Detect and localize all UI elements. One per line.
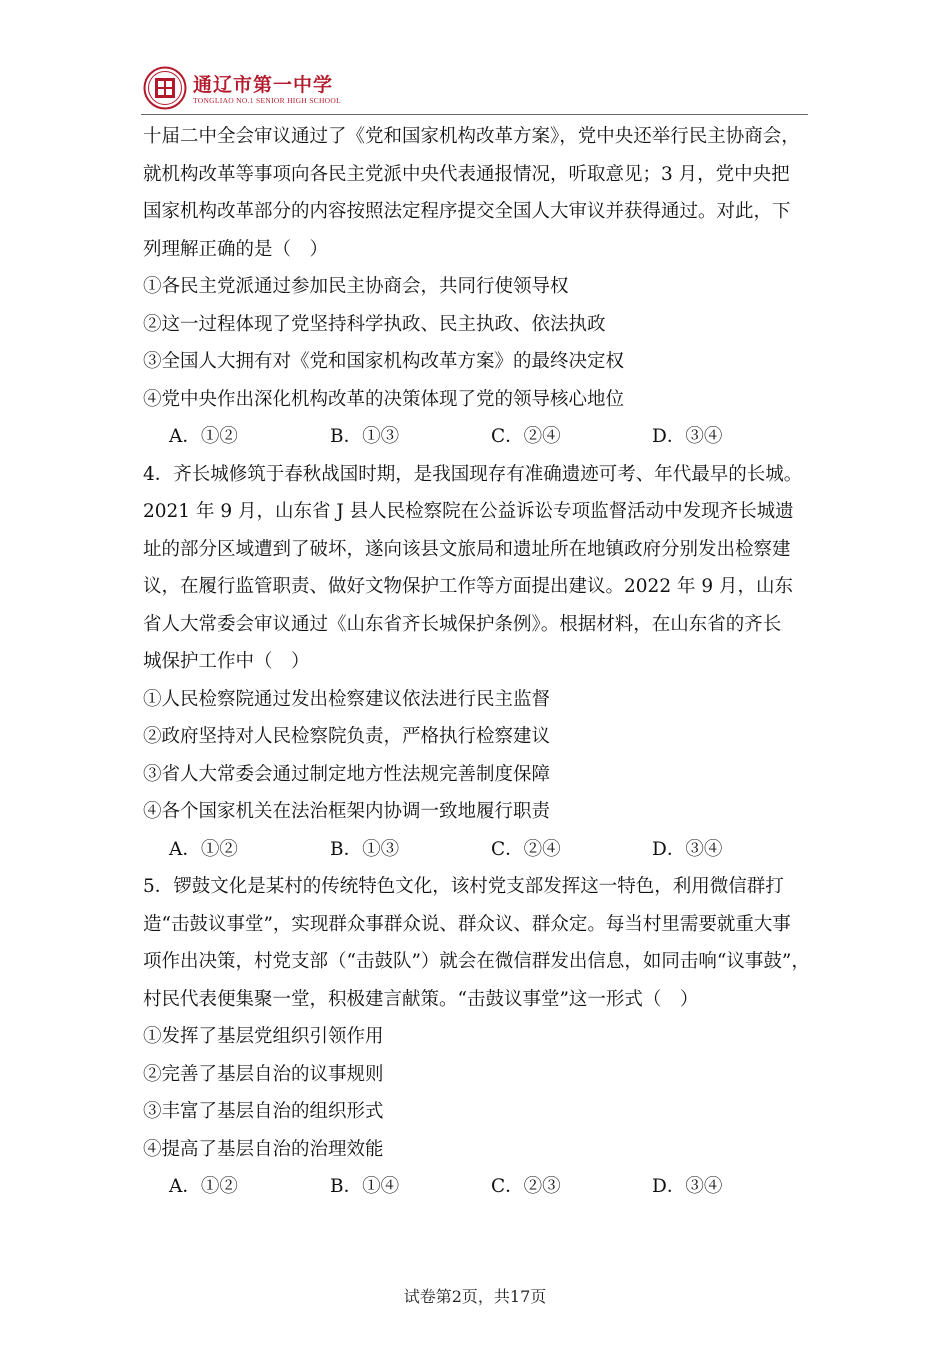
statement: ②完善了基层自治的议事规则 — [143, 1063, 384, 1085]
question-text-line: 城保护工作中（ ） — [143, 651, 310, 672]
answer-options — [143, 831, 813, 869]
statement: ④提高了基层自治的治理效能 — [143, 1138, 384, 1160]
option-c: C．②③ — [491, 1176, 561, 1197]
option-b: B．①③ — [330, 838, 400, 860]
option-d: D．③④ — [652, 838, 723, 860]
question-text-line: 列理解正确的是（ ） — [143, 238, 329, 260]
school-logo-icon — [143, 66, 187, 110]
option-a: A．①② — [169, 1176, 238, 1197]
question-5 — [143, 868, 813, 1206]
question-4 — [143, 456, 813, 869]
question-text-line: 国家机构改革部分的内容按照法定程序提交全国人大审议并获得通过。对此，下 — [143, 201, 791, 222]
option-d: D．③④ — [652, 1176, 723, 1197]
statement: ③丰富了基层自治的组织形式 — [143, 1101, 384, 1122]
question-text-line: 就机构改革等事项向各民主党派中央代表通报情况，听取意见；3 月，党中央把 — [143, 163, 790, 185]
page-footer: 试卷第2页，共17页 — [403, 1287, 547, 1306]
answer-options — [143, 418, 813, 456]
answer-options — [143, 1168, 813, 1206]
question-text-line: 村民代表便集聚一堂，积极建言献策。“击鼓议事堂”这一形式（ ） — [143, 988, 699, 1010]
statement: ①发挥了基层党组织引领作用 — [143, 1026, 384, 1047]
question-text-line: 5．锣鼓文化是某村的传统特色文化，该村党支部发挥这一特色，利用微信群打 — [143, 876, 784, 897]
option-c: C．②④ — [491, 838, 561, 860]
question-text-line: 造“击鼓议事堂”，实现群众事群众说、群众议、群众定。每当村里需要就重大事 — [143, 913, 791, 935]
question-3 — [143, 118, 813, 456]
statement: ②政府坚持对人民检察院负责，严格执行检察建议 — [143, 726, 551, 747]
option-a: A．①② — [169, 838, 238, 860]
statement: ①各民主党派通过参加民主协商会，共同行使领导权 — [143, 276, 569, 297]
question-text-line: 址的部分区域遭到了破坏，遂向该县文旅局和遗址所在地镇政府分别发出检察建 — [143, 538, 791, 560]
option-b: B．①③ — [330, 426, 400, 447]
page-header — [141, 62, 808, 115]
question-text-line: 项作出决策，村党支部（“击鼓队”）就会在微信群发出信息，如同击响“议事鼓”， — [143, 951, 810, 972]
question-text-line: 2021 年 9 月，山东省 J 县人民检察院在公益诉讼专项监督活动中发现齐长城遗 — [143, 501, 794, 522]
question-text-line: 十届二中全会审议通过了《党和国家机构改革方案》，党中央还举行民主协商会， — [143, 126, 800, 147]
option-b: B．①④ — [330, 1176, 400, 1197]
option-c: C．②④ — [491, 426, 561, 447]
school-name-en: TONGLIAO NO.1 SENIOR HIGH SCHOOL — [193, 96, 341, 105]
question-text-line: 议，在履行监管职责、做好文物保护工作等方面提出建议。2022 年 9 月，山东 — [143, 576, 793, 597]
statement: ④各个国家机关在法治框架内协调一致地履行职责 — [143, 801, 551, 822]
statement: ①人民检察院通过发出检察建议依法进行民主监督 — [143, 688, 551, 710]
statement: ④党中央作出深化机构改革的决策体现了党的领导核心地位 — [143, 388, 625, 410]
question-text-line: 4．齐长城修筑于春秋战国时期，是我国现存有准确遗迹可考、年代最早的长城。 — [143, 463, 803, 485]
statement: ③全国人大拥有对《党和国家机构改革方案》的最终决定权 — [143, 351, 625, 372]
exam-content — [143, 118, 813, 1206]
school-name: 通辽市第一中学 — [193, 74, 334, 96]
option-a: A．①② — [169, 426, 238, 447]
option-d: D．③④ — [652, 426, 723, 447]
statement: ②这一过程体现了党坚持科学执政、民主执政、依法执政 — [143, 313, 606, 335]
question-text-line: 省人大常委会审议通过《山东省齐长城保护条例》。根据材料，在山东省的齐长 — [143, 613, 782, 635]
statement: ③省人大常委会通过制定地方性法规完善制度保障 — [143, 763, 551, 785]
